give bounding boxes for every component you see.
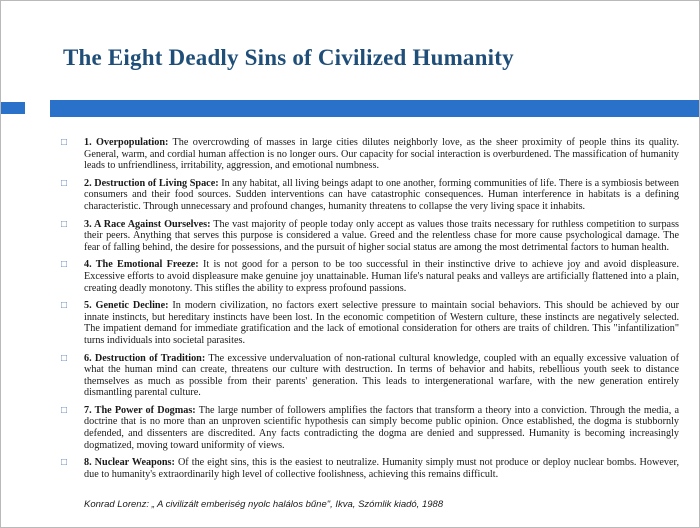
item-text: The vast majority of people today only accept as values those traits necessary for ruthless competition to surpass their peers. Anything that serves this purpose is considered a value. Greed and the relentless chase for more cause psychological damage. The fear of falling behind, the desire for possessions, and the pursuit of higher social status are among the most detrimental factors to human health.	[84, 218, 679, 253]
list-item	[61, 178, 679, 213]
list-item	[61, 219, 679, 254]
citation: Konrad Lorenz: „ A civilizált emberiség nyolc halálos bűne", Ikva, Szómlik kiadó, 1988	[84, 499, 444, 510]
item-text: The overcrowding of masses in large cities dilutes neighborly love, as the sheer proximity of people thins its quality. General, warm, and cordial human affection is no longer ours. Our capacity for social interaction is overburdened. The massification of humanity leads to unfriendliness, irritability, aggression, and emotional numbness.	[84, 137, 680, 172]
list-item	[61, 259, 679, 294]
square-bullet-icon: □	[61, 404, 68, 416]
square-bullet-icon: □	[61, 177, 68, 189]
square-bullet-icon: □	[61, 352, 68, 364]
accent-bar-left	[1, 102, 25, 114]
square-bullet-icon: □	[61, 137, 68, 148]
item-text: In any habitat, all living beings adapt to one another, forming communities of life. There is a symbiosis between consumers and their food sources. Sudden interventions can have catastrophic consequences. Human interference in habitats is a defining characteristic. Through unnecessary and profound changes, humanity threatens to collapse the very living space it inhabits.	[84, 177, 679, 212]
item-text: It is not good for a person to be too successful in their instinctive drive to achieve joy and avoid displeasure. Excessive efforts to avoid displeasure make genuine joy unattainable. Human life's natural peaks and valleys are artificially flattened into a plain, creating deadly monotony. This stifles the ability to express profound passions.	[84, 259, 679, 294]
item-heading: 8. Nuclear Weapons:	[84, 457, 175, 469]
list-item	[61, 300, 679, 346]
list-item	[61, 137, 679, 172]
accent-bar	[50, 100, 699, 117]
item-text: The excessive undervaluation of non-rational cultural knowledge, coupled with an equally excessive valuation of what the human mind can create, threatens our culture with destruction. In terms of behavior and habits, rebellious youth seek to distance themselves as much as possible from their parents' generation. This leads to intergenerational warfare, with the new generation entirely dismantling parental culture.	[84, 352, 679, 399]
item-heading: 5. Genetic Decline:	[84, 300, 169, 312]
item-heading: 2. Destruction of Living Space:	[84, 177, 219, 189]
item-text: Of the eight sins, this is the easiest to neutralize. Humanity simply must not produce or deploy nuclear bombs. However, due to humanity's extraordinarily high level of collective foolishness, achieving this remains difficult.	[84, 457, 680, 480]
item-text: The large number of followers amplifies the factors that transform a theory into a conviction. Through the media, a doctrine that is no more than an unproven scientific hypothesis can simply become public opinion. Once established, the dogma is stubbornly defended, and dissenters are discredited. Any facts contradicting the dogma are denied and suppressed. Humanity is becoming increasingly dogmatized, moving toward uniformity of views.	[84, 404, 679, 451]
square-bullet-icon: □	[61, 218, 68, 230]
item-heading: 1. Overpopulation:	[84, 137, 169, 148]
item-text: In modern civilization, no factors exert selective pressure to maintain social behaviors. This should be achieved by our innate instincts, but hereditary instincts have been lost. In the economic competition of Western culture, these instincts are negatively selected. The impatient demand for immediate gratification and the lack of emotional consideration for others are traits of children. This "infantilization" turns individuals into societal parasites.	[84, 300, 679, 346]
square-bullet-icon: □	[61, 457, 68, 469]
list-item	[61, 353, 679, 399]
bullet-list	[61, 137, 679, 486]
square-bullet-icon: □	[61, 300, 68, 312]
square-bullet-icon: □	[61, 259, 68, 271]
item-heading: 3. A Race Against Ourselves:	[84, 218, 211, 230]
slide-title: The Eight Deadly Sins of Civilized Humanity	[63, 45, 514, 70]
item-heading: 6. Destruction of Tradition:	[84, 352, 206, 364]
list-item	[61, 457, 679, 480]
item-heading: 4. The Emotional Freeze:	[84, 259, 199, 271]
item-heading: 7. The Power of Dogmas:	[84, 404, 196, 416]
list-item	[61, 405, 679, 451]
